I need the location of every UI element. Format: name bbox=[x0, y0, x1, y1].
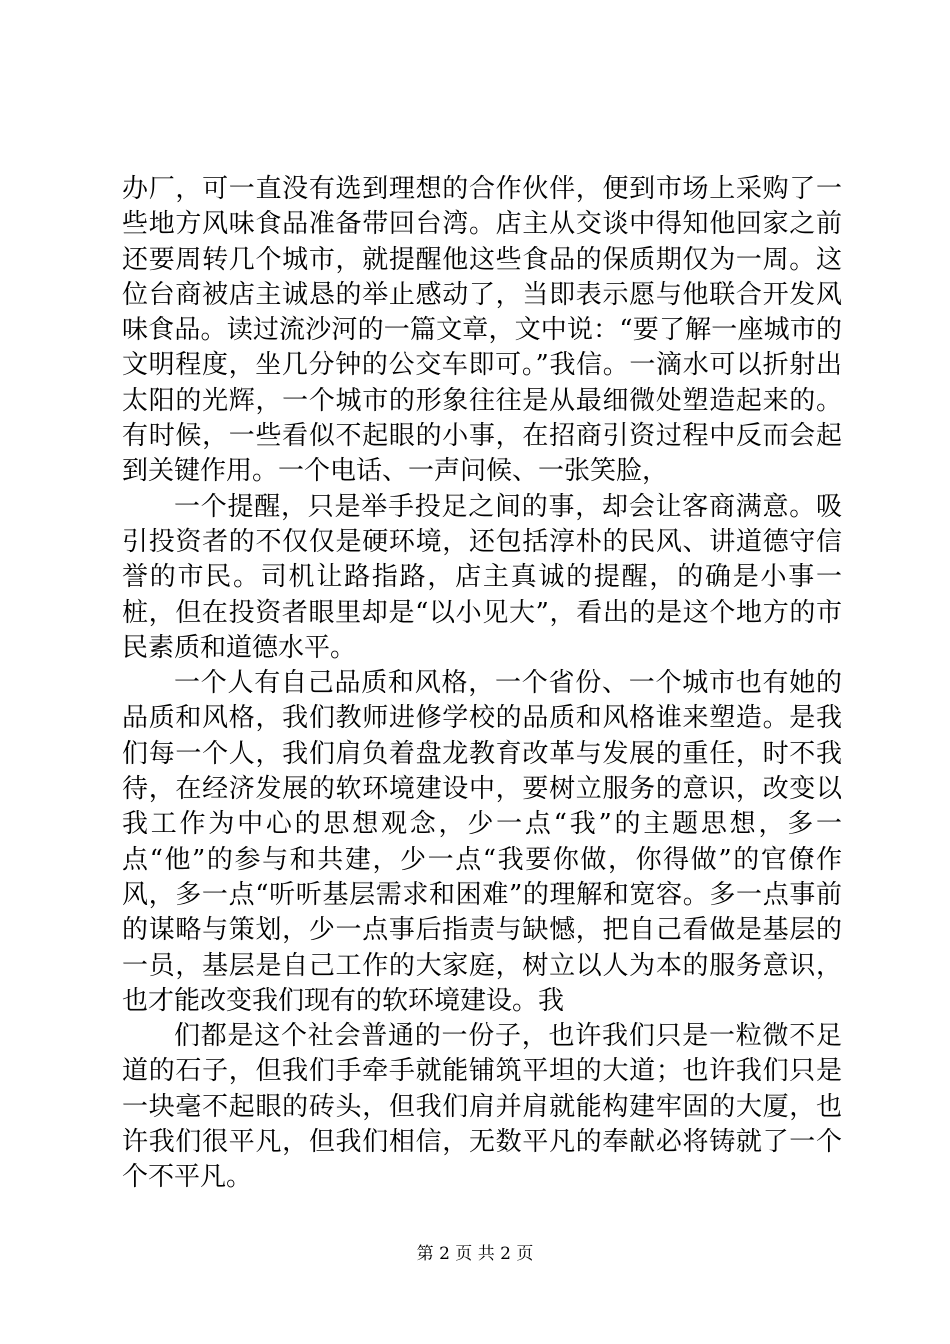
paragraph-4: 们都是这个社会普通的一份子，也许我们只是一粒微不足道的石子，但我们手牵手就能铺筑平坦的大道；也许我们只是一块毫不起眼的砖头，但我们肩并肩就能构建牢固的大厦，也许我们很平凡，但我们相信，无数平凡的奉献必将铸就了一个个不平凡。 bbox=[122, 1021, 842, 1193]
paragraph-2: 一个提醒，只是举手投足之间的事，却会让客商满意。吸引投资者的不仅仅是硬环境，还包括淳朴的民风、讲道德守信誉的市民。司机让路指路，店主真诚的提醒，的确是小事一桩，但在投资者眼里却是“以小见大”，看出的是这个地方的市民素质和道德水平。 bbox=[122, 491, 842, 663]
document-body bbox=[122, 172, 842, 1196]
page-footer bbox=[0, 1243, 950, 1265]
paragraph-3: 一个人有自己品质和风格，一个省份、一个城市也有她的品质和风格，我们教师进修学校的品质和风格谁来塑造。是我们每一个人，我们肩负着盘龙教育改革与发展的重任，时不我待，在经济发展的软环境建设中，要树立服务的意识，改变以我工作为中心的思想观念，少一点“我”的主题思想，多一点“他”的参与和共建，少一点“我要你做，你得做”的官僚作风，多一点“听听基层需求和困难”的理解和宽容。多一点事前的谋略与策划，少一点事后指责与缺憾，把自己看做是基层的一员，基层是自己工作的大家庭，树立以人为本的服务意识，也才能改变我们现有的软环境建设。我 bbox=[122, 668, 842, 1016]
page-number-label: 第 2 页 共 2 页 bbox=[416, 1244, 534, 1264]
paragraph-1: 办厂，可一直没有选到理想的合作伙伴，便到市场上采购了一些地方风味食品准备带回台湾。店主从交谈中得知他回家之前还要周转几个城市，就提醒他这些食品的保质期仅为一周。这位台商被店主诚恳的举止感动了，当即表示愿与他联合开发风味食品。读过流沙河的一篇文章，文中说：“要了解一座城市的文明程度，坐几分钟的公交车即可。”我信。一滴水可以折射出太阳的光辉，一个城市的形象往往是从最细微处塑造起来的。有时候，一些看似不起眼的小事，在招商引资过程中反而会起到关键作用。一个电话、一声问候、一张笑脸， bbox=[122, 174, 842, 487]
